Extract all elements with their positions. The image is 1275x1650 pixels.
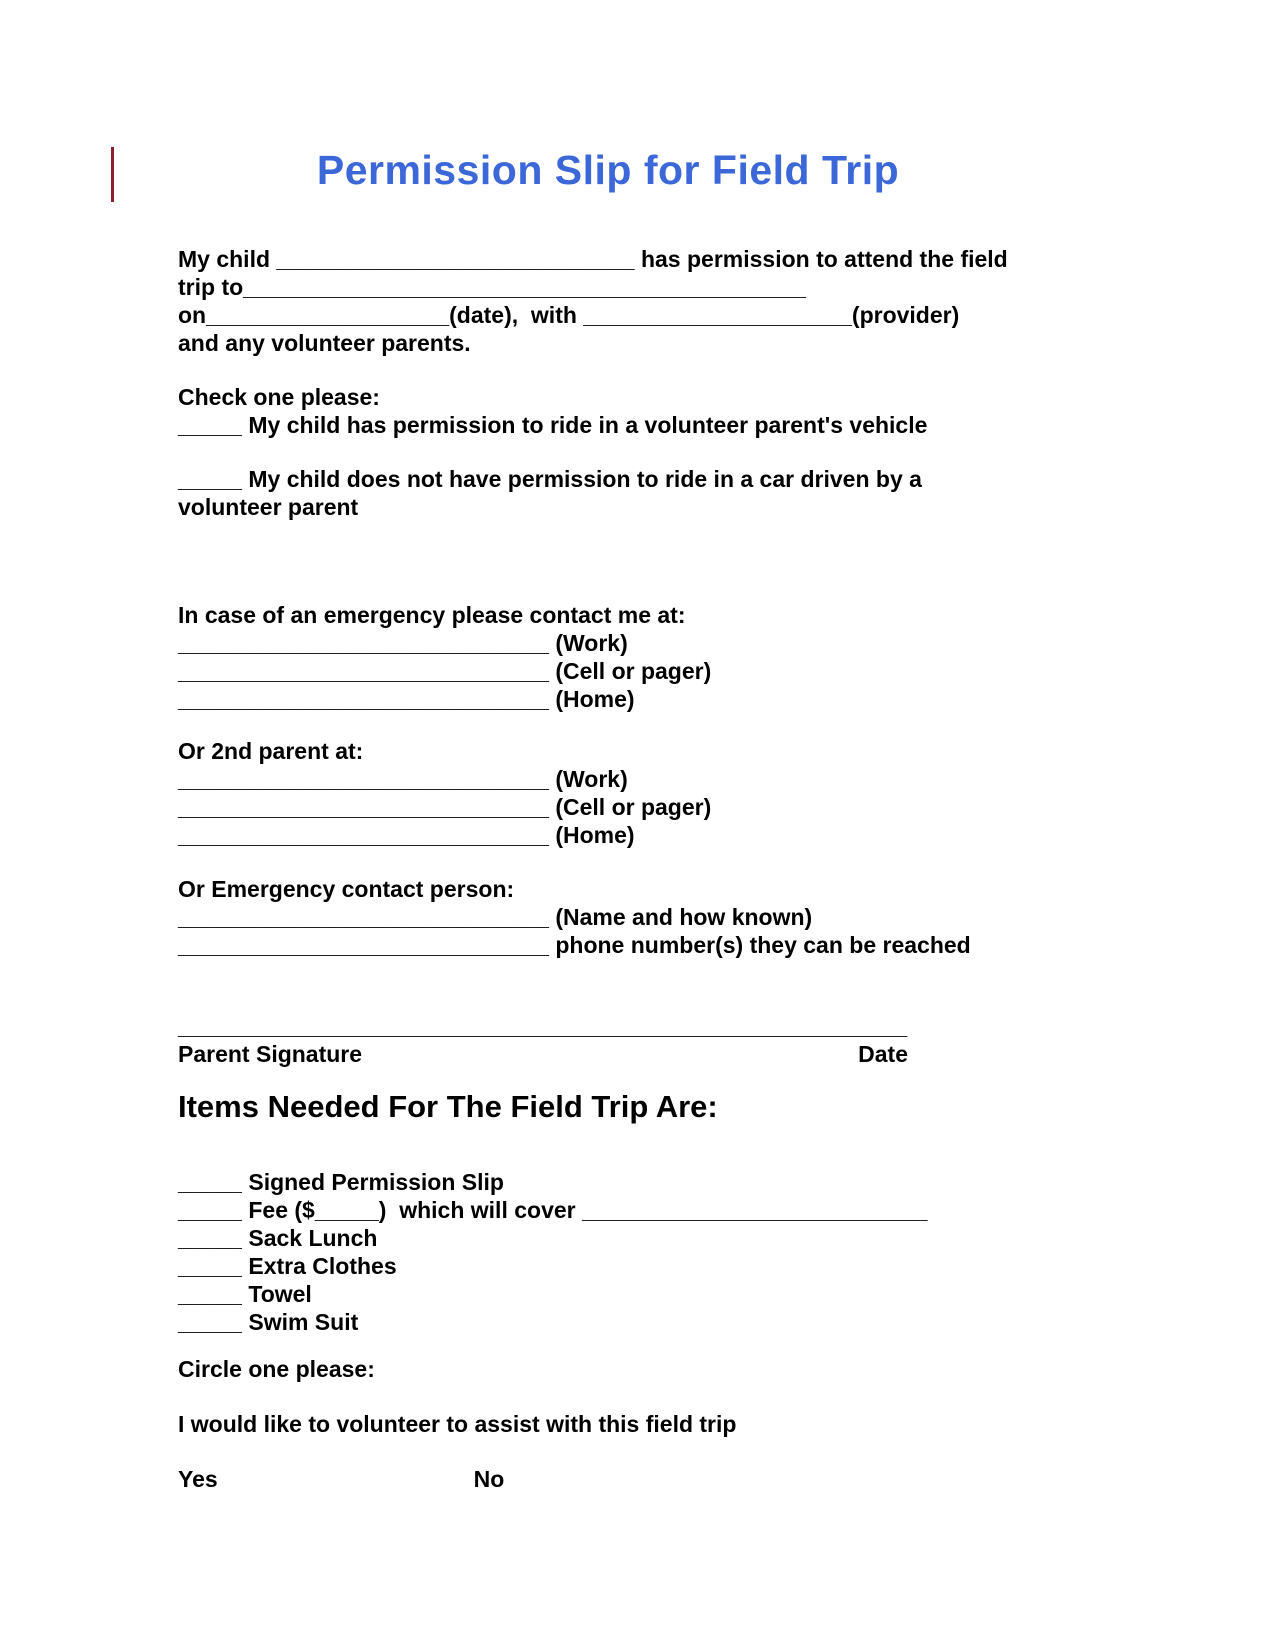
emergency-work-line: _____________________________ (Work)	[178, 630, 628, 656]
second-parent-cell-line: _____________________________ (Cell or pager)	[178, 794, 712, 820]
ride-permission-option: _____ My child has permission to ride in a volunteer parent's vehicle	[178, 412, 928, 438]
intro-paragraph	[178, 245, 1098, 357]
items-checklist	[178, 1168, 1098, 1336]
yes-no-row	[178, 1465, 1098, 1493]
emergency-home-line: _____________________________ (Home)	[178, 686, 635, 712]
no-ride-permission-line2: volunteer parent	[178, 494, 359, 520]
item-signed-permission-slip: _____ Signed Permission Slip	[178, 1169, 504, 1195]
date-provider-line: on___________________(date), with _____________________(provider)	[178, 302, 960, 328]
volunteer-parents-line: and any volunteer parents.	[178, 330, 471, 356]
items-needed-heading: Items Needed For The Field Trip Are:	[178, 1089, 718, 1124]
circle-one-heading: Circle one please:	[178, 1356, 375, 1382]
item-towel: _____ Towel	[178, 1281, 312, 1307]
no-option: No	[473, 1466, 505, 1492]
no-ride-permission-option	[178, 465, 1098, 521]
date-label: Date	[858, 1041, 908, 1067]
signature-line: _________________________________________________________	[178, 1013, 908, 1039]
item-swim-suit: _____ Swim Suit	[178, 1309, 359, 1335]
no-ride-permission-line1: _____ My child does not have permission to ride in a car driven by a	[178, 466, 922, 492]
emergency-person-phone-line: _____________________________ phone number(s) they can be reached	[178, 932, 971, 958]
item-sack-lunch: _____ Sack Lunch	[178, 1225, 378, 1251]
signature-labels-row	[178, 1040, 908, 1068]
second-parent-heading: Or 2nd parent at:	[178, 738, 364, 764]
margin-accent-line	[111, 147, 114, 202]
child-name-line: My child ____________________________ has permission to attend the field	[178, 246, 1008, 272]
trip-destination-line: trip to____________________________________________	[178, 274, 806, 300]
item-extra-clothes: _____ Extra Clothes	[178, 1253, 397, 1279]
document-content	[178, 0, 1098, 1493]
emergency-person-name-line: _____________________________ (Name and how known)	[178, 904, 813, 930]
emergency-cell-line: _____________________________ (Cell or pager)	[178, 658, 712, 684]
check-one-heading: Check one please:	[178, 384, 380, 410]
emergency-contact-heading: In case of an emergency please contact me at:	[178, 602, 686, 628]
volunteer-statement: I would like to volunteer to assist with this field trip	[178, 1411, 737, 1437]
item-fee: _____ Fee ($_____) which will cover ___________________________	[178, 1197, 928, 1223]
second-parent-home-line: _____________________________ (Home)	[178, 822, 635, 848]
second-parent-work-line: _____________________________ (Work)	[178, 766, 628, 792]
emergency-person-heading: Or Emergency contact person:	[178, 876, 515, 902]
parent-signature-label: Parent Signature	[178, 1041, 363, 1067]
yes-option: Yes	[178, 1466, 218, 1492]
document-title: Permission Slip for Field Trip	[316, 147, 900, 193]
